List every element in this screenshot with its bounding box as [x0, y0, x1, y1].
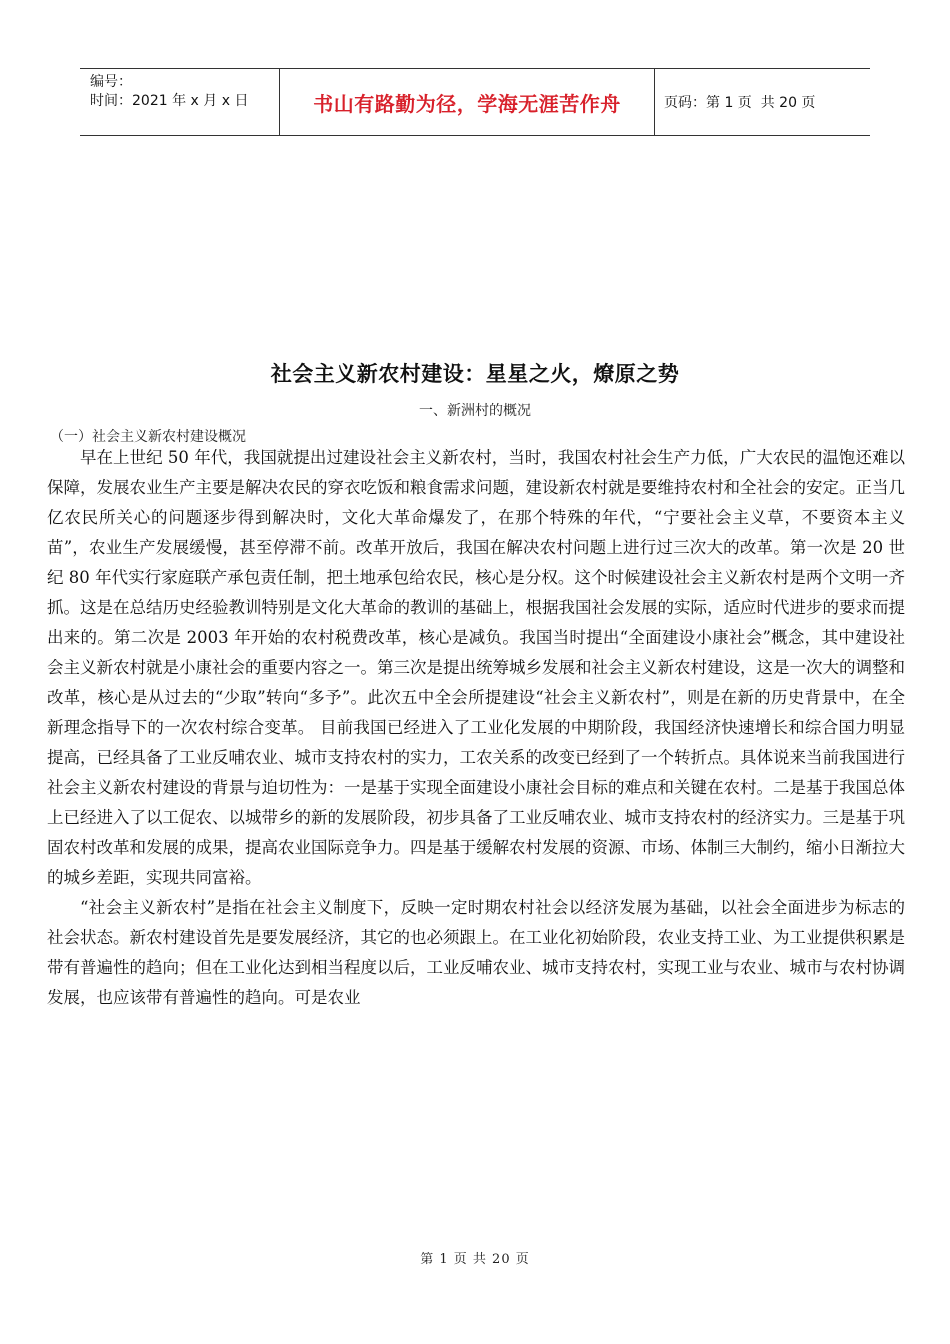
header-meta-cell	[80, 69, 280, 135]
document-title: 社会主义新农村建设：星星之火，燎原之势	[270, 362, 680, 386]
document-body	[47, 443, 905, 1013]
page-info: 页码：第 1 页 共 20 页	[664, 95, 816, 111]
document-header	[80, 68, 870, 136]
paragraph-1: 早在上世纪 50 年代，我国就提出过建设社会主义新农村，当时，我国农村社会生产力低，广大农民的温饱还难以保障，发展农业生产主要是解决农民的穿衣吃饭和粮食需求问题，建设新农村就是要维持农村和全社会的安定。正当几亿农民所关心的问题逐步得到解决时，文化大革命爆发了，在那个特殊的年代，“宁要社会主义草，不要资本主义苗”，农业生产发展缓慢，甚至停滞不前。改革开放后，我国在解决农村问题上进行过三次大的改革。第一次是 20 世纪 80 年代实行家庭联产承包责任制，把土地承包给农民，核心是分权。这个时候建设社会主义新农村是两个文明一齐抓。这是在总结历史经验教训特别是文化大革命的教训的基础上，根据我国社会发展的实际，适应时代进步的要求而提出来的。第二次是 2003 年开始的农村税费改革，核心是减负。我国当时提出“全面建设小康社会”概念，其中建设社会主义新农村就是小康社会的重要内容之一。第三次是提出统筹城乡发展和社会主义新农村建设，这是一次大的调整和改革，核心是从过去的“少取”转向“多予”。此次五中全会所提建设“社会主义新农村”，则是在新的历史背景中，在全新理念指导下的一次农村综合变革。 目前我国已经进入了工业化发展的中期阶段，我国经济快速增长和综合国力明显提高，已经具备了工业反哺农业、城市支持农村的实力，工农关系的改变已经到了一个转折点。具体说来当前我国进行社会主义新农村建设的背景与迫切性为：一是基于实现全面建设小康社会目标的难点和关键在农村。二是基于我国总体上已经进入了以工促农、以城带乡的新的发展阶段，初步具备了工业反哺农业、城市支持农村的经济实力。三是基于巩固农村改革和发展的成果，提高农业国际竞争力。四是基于缓解农村发展的资源、市场、体制三大制约，缩小日渐拉大的城乡差距，实现共同富裕。	[47, 448, 905, 887]
motto-text: 书山有路勤为径，学海无涯苦作舟	[313, 91, 621, 116]
paragraph-2: “社会主义新农村”是指在社会主义制度下，反映一定时期农村社会以经济发展为基础，以社会全面进步为标志的社会状态。新农村建设首先是要发展经济，其它的也必须跟上。在工业化初始阶段，农业支持工业、为工业提供积累是带有普遍性的趋向；但在工业化达到相当程度以后，工业反哺农业、城市支持农村，实现工业与农业、城市与农村协调发展，也应该带有普遍性的趋向。可是农业	[47, 898, 905, 1007]
page-footer: 第 1 页 共 20 页	[420, 1252, 530, 1267]
header-motto-cell	[280, 69, 655, 135]
code-label: 编号：	[90, 74, 132, 90]
section-heading: 一、新洲村的概况	[419, 403, 531, 419]
header-page-cell	[655, 69, 870, 135]
date-label: 时间：2021 年 x 月 x 日	[90, 93, 249, 109]
subsection-heading: （一）社会主义新农村建设概况	[50, 429, 246, 445]
